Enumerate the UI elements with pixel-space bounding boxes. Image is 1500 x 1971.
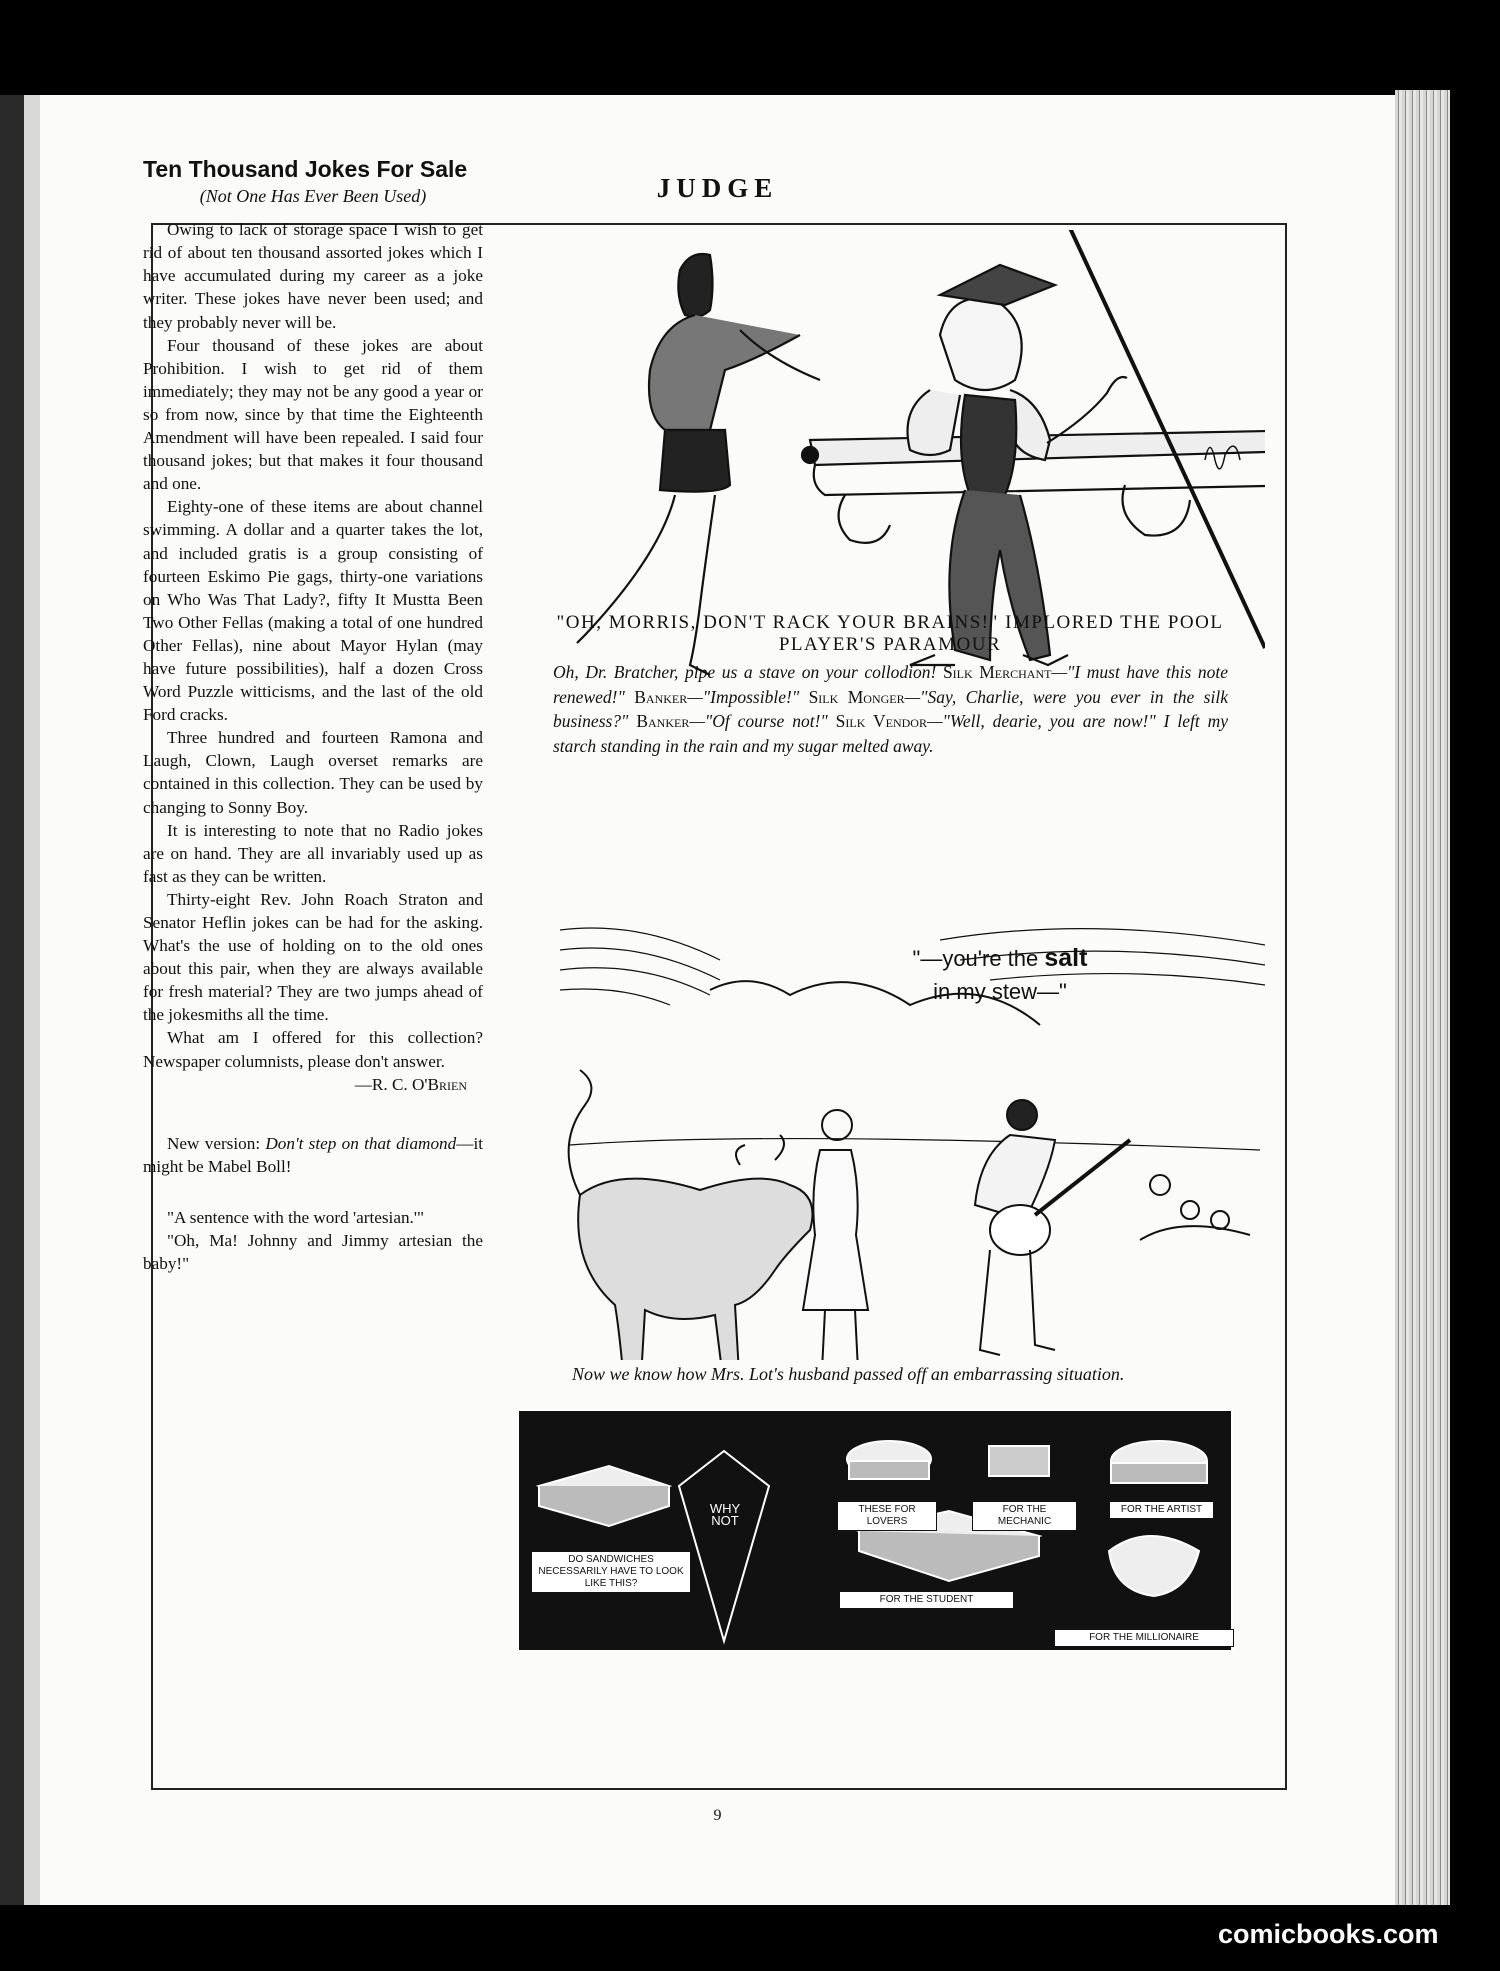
- article-paragraph: Thirty-eight Rev. John Roach Straton and Senator Heflin jokes can be had for the asking. What's the use of holding on to the old ones about this pair, when they are always available for fresh material? They are two jumps ahead of the jokesmiths all the time.: [143, 889, 483, 1025]
- ad-diamond-text: WHY NOT: [709, 1501, 741, 1528]
- filler-joke-artesian-q: "A sentence with the word 'artesian.'": [167, 1207, 424, 1227]
- filler-joke-artesian-a: "Oh, Ma! Johnny and Jimmy artesian the baby!": [143, 1231, 483, 1274]
- ad-label-artist: FOR THE ARTIST: [1109, 1501, 1214, 1519]
- ad-question: DO SANDWICHES NECESSARILY HAVE TO LOOK LIKE THIS?: [531, 1551, 691, 1593]
- article-title: Ten Thousand Jokes For Sale: [143, 156, 468, 182]
- article-paragraph: Three hundred and fourteen Ramona and Laugh, Clown, Laugh overset remarks are contained in this collection. They can be used by changing to Sonny Boy.: [143, 728, 483, 817]
- page-stack-edge: [1395, 90, 1450, 1905]
- cartoon1-heading: "OH, MORRIS, DON'T RACK YOUR BRAINS!" IMPLORED THE POOL PLAYER'S PARAMOUR: [556, 612, 1224, 655]
- article-paragraph: Four thousand of these jokes are about Prohibition. I wish to get rid of them immediately; they may not be any good a year or so from now, since by that time the Eighteenth Amendment will have been repealed. I said four thousand jokes; but that makes it four thousand and one.: [143, 335, 483, 494]
- ad-label-student: FOR THE STUDENT: [839, 1591, 1014, 1609]
- article-column: [143, 158, 483, 1275]
- article-paragraph: It is interesting to note that no Radio jokes are on hand. They are all invariably used up as fast as they can be written.: [143, 820, 483, 886]
- filler-joke-diamond: New version: Don't step on that diamond—it might be Mabel Boll!: [143, 1133, 483, 1176]
- article-subtitle: (Not One Has Ever Been Used): [199, 186, 427, 207]
- article-paragraph: Owing to lack of storage space I wish to get rid of about ten thousand assorted jokes which I have accumulated during my career as a joke writer. These jokes have never been used; and they probably never will be.: [143, 220, 483, 332]
- ad-label-mechanic: FOR THE MECHANIC: [972, 1501, 1077, 1531]
- facing-page-edge: [0, 95, 40, 1905]
- cartoon2-caption: Now we know how Mrs. Lot's husband passed off an embarrassing situation.: [572, 1364, 1125, 1384]
- article-signature: —R. C. O'Brien: [354, 1074, 467, 1094]
- page-number: 9: [713, 1807, 722, 1824]
- sandwich-ad-panel: [517, 1409, 1233, 1652]
- cartoon1-caption: Oh, Dr. Bratcher, pipe us a stave on your collodion! Silk Merchant—"I must have this note renewed!" Banker—"Impossible!" Silk Monger—"Say, Charlie, were you ever in the silk business?" Banker—"Of course not!" Silk Vendor—"Well, dearie, you are now!" I left my starch standing in the rain and my sugar melted away.: [553, 662, 1229, 756]
- ad-label-millionaire: FOR THE MILLIONAIRE: [1054, 1629, 1234, 1647]
- running-head: JUDGE: [656, 173, 779, 203]
- ad-label-lovers: THESE FOR LOVERS: [837, 1501, 937, 1531]
- watermark: comicbooks.com: [1218, 1919, 1439, 1949]
- article-paragraph: Eighty-one of these items are about channel swimming. A dollar and a quarter takes the lot, and included gratis is a group consisting of fourteen Eskimo Pie gags, thirty-one variations on Who Was That Lady?, fifty It Mustta Been Two Other Fellas (making a total of one hundred Other Fellas), nine about Mayor Hylan (may have future possibilities), half a dozen Cross Word Puzzle witticisms, and the last of the old Ford cracks.: [143, 497, 483, 725]
- cartoon2-speech: "—you're the salt in my stew—": [912, 944, 1088, 1004]
- article-paragraph: What am I offered for this collection? Newspaper columnists, please don't answer.: [143, 1028, 483, 1071]
